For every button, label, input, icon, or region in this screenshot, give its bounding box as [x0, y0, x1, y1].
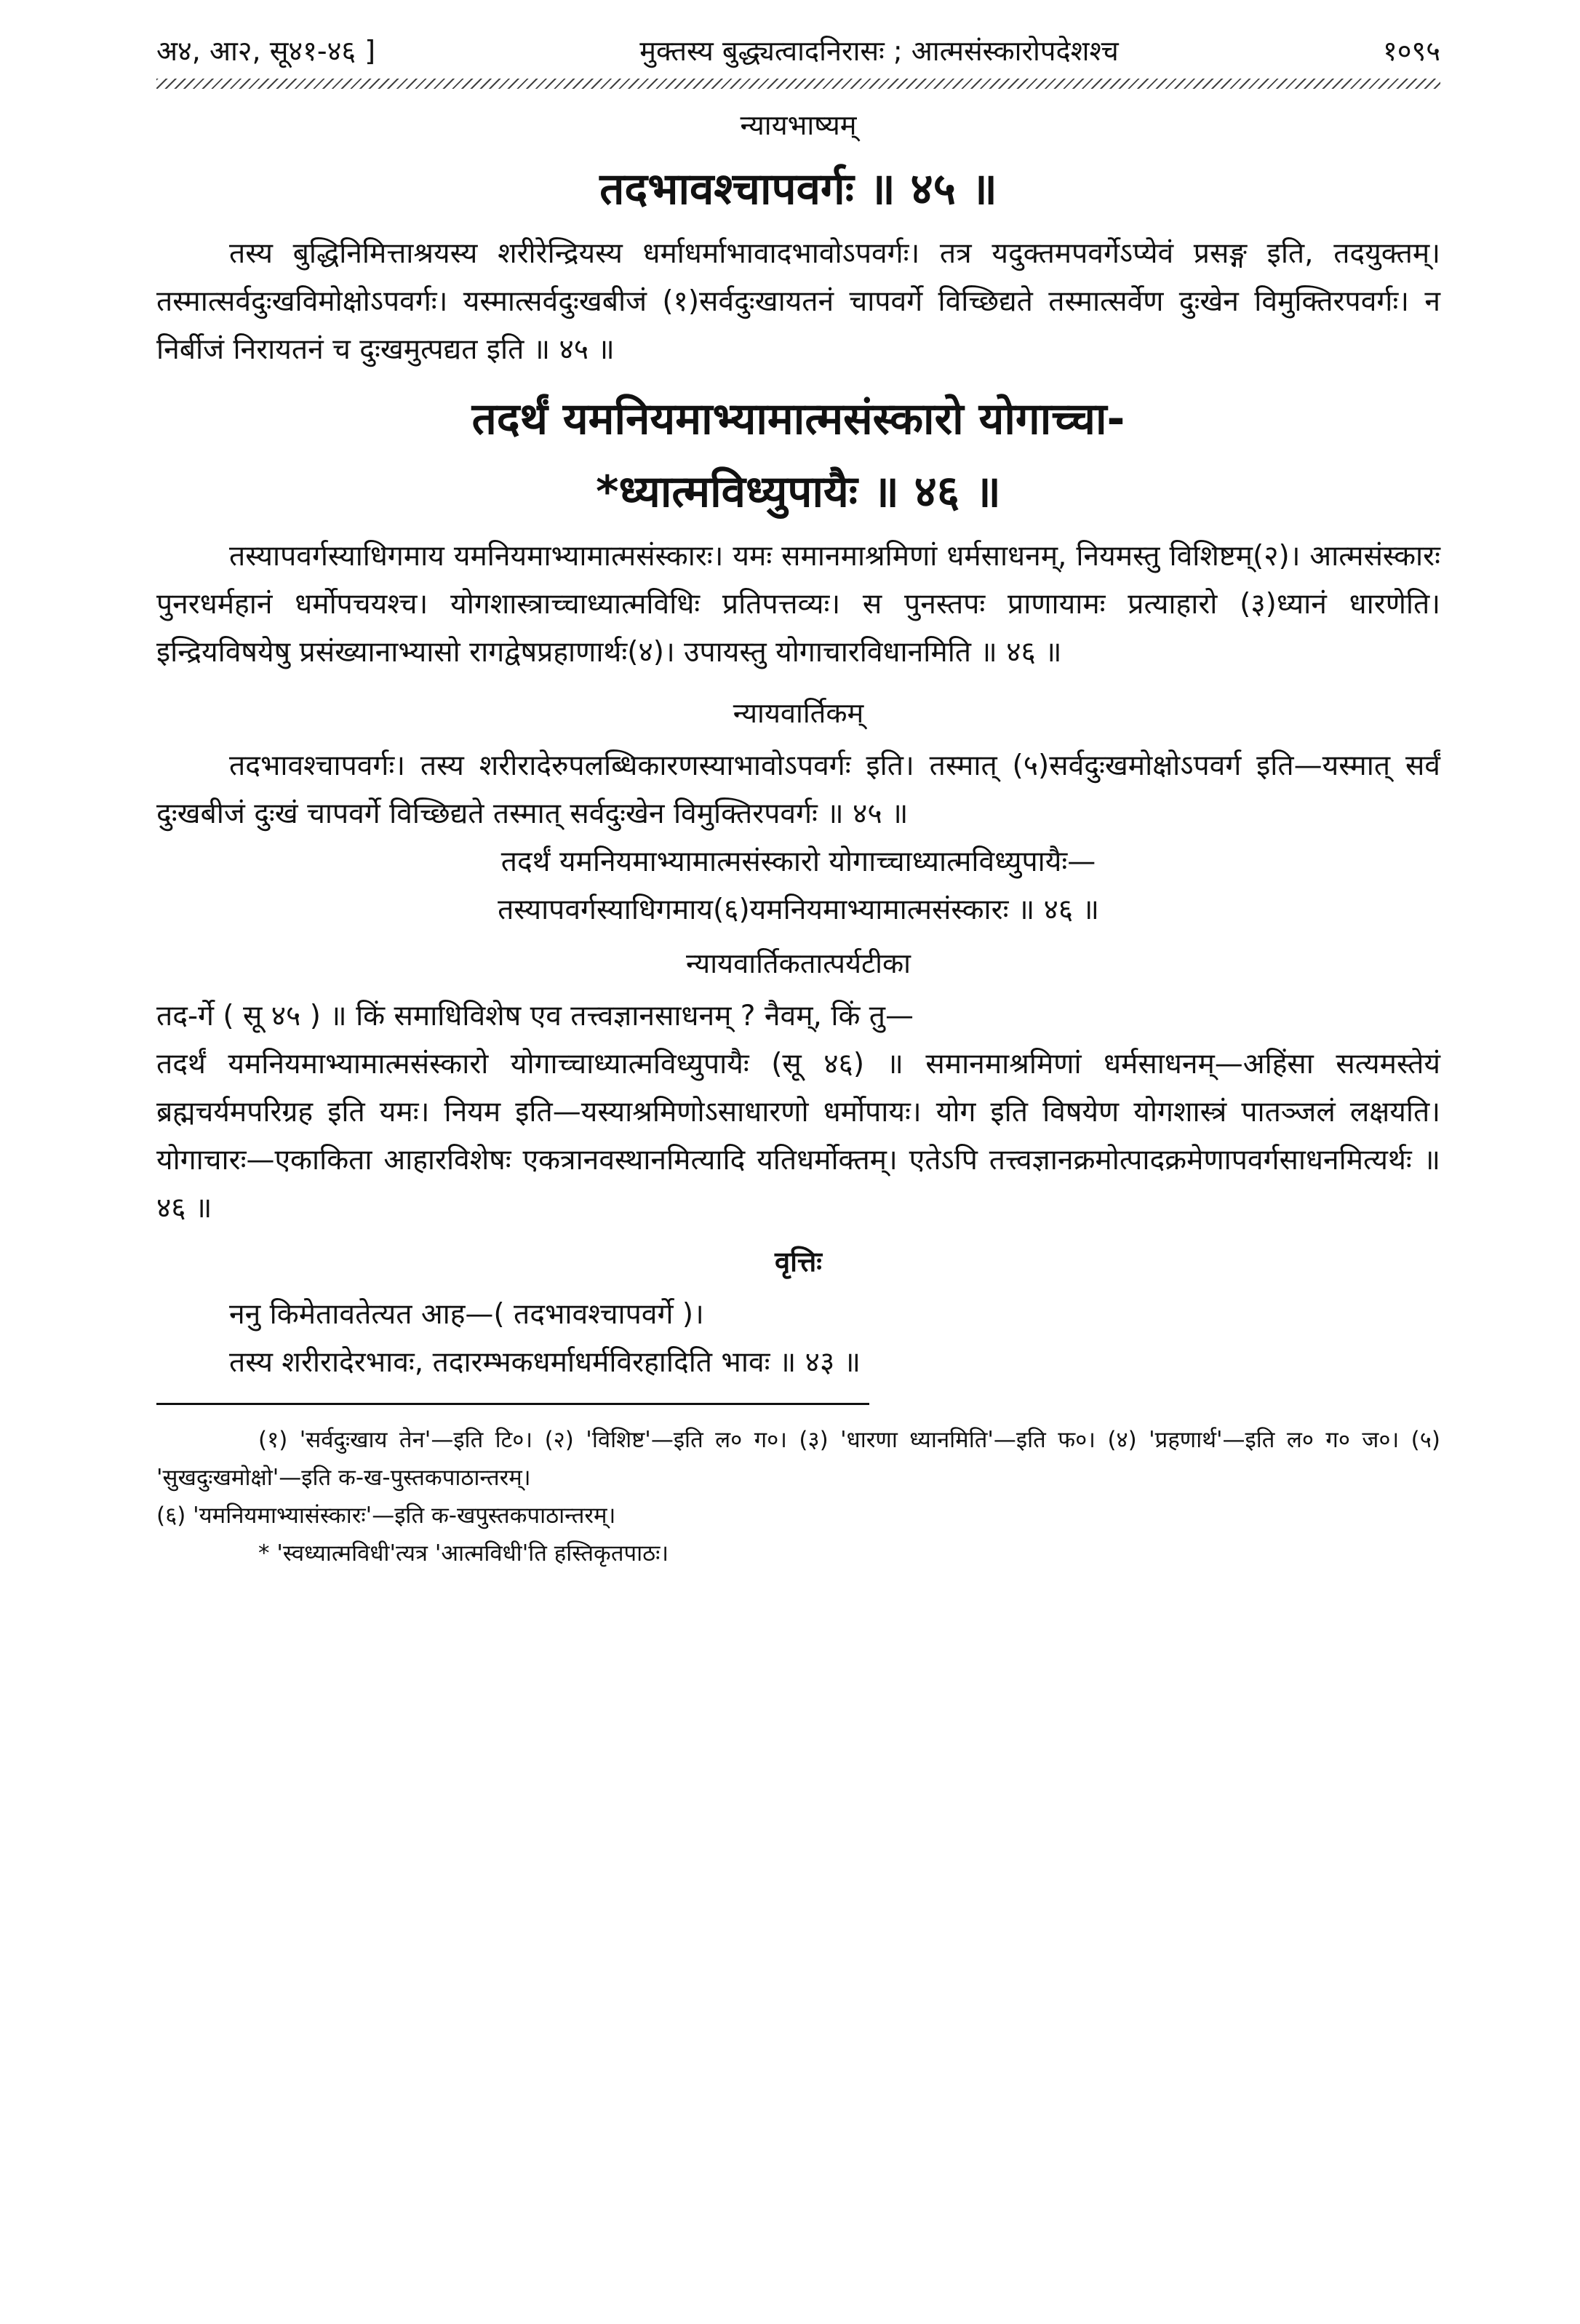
- sutra-46-line-2: *ध्यात्मविध्युपायैः ॥ ४६ ॥: [596, 466, 1001, 517]
- footnote-rule: [156, 1403, 869, 1405]
- tatparya-paragraph-2: तदर्थं यमनियमाभ्यामात्मसंस्कारो योगाच्चाध्यात्मविध्युपायैः (सू ४६) ॥ समानमाश्रमिणां धर्मसाधनम्—अहिंसा सत्यमस्तेयं ब्रह्मचर्यमपरिग्रह इति यमः। नियम इति—यस्याश्रमिणोऽसाधारणो धर्मोपायः। योग इति विषयेण योगशास्त्रं पातञ्जलं लक्षयति। योगाचारः—एकाकिता आहारविशेषः एकत्रानवस्थानमित्यादि यतिधर्मोक्तम्। एतेऽपि तत्त्वज्ञानक्रमोत्पादक्रमेणापवर्गसाधनमित्यर्थः ॥ ४६ ॥: [156, 1048, 1440, 1225]
- vartika-paragraph-45: तदभावश्चापवर्गः। तस्य शरीरादेरुपलब्धिकारणस्याभावोऽपवर्गः इति। तस्मात् (५)सर्वदुःखमोक्षोऽपवर्ग इति—यस्मात् सर्वं दुःखबीजं दुःखं चापवर्गे विच्छिद्यते तस्मात् सर्वदुःखेन विमुक्तिरपवर्गः ॥ ४५ ॥: [156, 749, 1440, 830]
- vritti-line-2: तस्य शरीरादेरभावः, तदारम्भकधर्माधर्मविरहादिति भावः ॥ ४३ ॥: [229, 1346, 861, 1379]
- bhashya-commentary-45: तस्य बुद्धिनिमित्ताश्रयस्य शरीरेन्द्रियस्य धर्माधर्माभावादभावोऽपवर्गः। तत्र यदुक्तमपवर्गेऽप्येवं प्रसङ्ग इति, तदयुक्तम्। तस्मात्सर्वदुःखविमोक्षोऽपवर्गः। यस्मात्सर्वदुःखबीजं (१)सर्वदुःखायतनं चापवर्गे विच्छिद्यते तस्मात्सर्वेण दुःखेन विमुक्तिरपवर्गः। न निर्बीजं निरायतनं च दुःखमुत्पद्यत इति ॥ ४५ ॥: [156, 237, 1440, 366]
- vritti-line-1: ननु किमेतावतेत्यत आह—( तदभावश्चापवर्गे )।: [229, 1298, 704, 1331]
- nyayavartika-heading: न्यायवार्तिकम्: [733, 697, 864, 729]
- header-title: मुक्तस्य बुद्ध्यत्वादनिरासः ; आत्मसंस्कारोपदेशश्च: [639, 35, 1119, 67]
- tatparya-heading: न्यायवार्तिकतात्पर्यटीका: [685, 947, 911, 979]
- header-section-reference: अ४, आ२, सू४१-४६ ]: [156, 35, 376, 67]
- footnote-line-1: (१) 'सर्वदुःखाय तेन'—इति टि०। (२) 'विशिष्ट'—इति ल० ग०। (३) 'धारणा ध्यानमिति'—इति फ०। (४) 'प्रहणार्थ'—इति ल० ग० ज०। (५) 'सुखदुःखमोक्षो'—इति क-ख-पुस्तकपाठान्तरम्।: [156, 1427, 1440, 1491]
- tatparya-paragraph-1: तद-र्गे ( सू ४५ ) ॥ किं समाधिविशेष एव तत्त्वज्ञानसाधनम् ? नैवम्, किं तु—: [156, 1000, 914, 1032]
- vartika-sutra-46: तदर्थं यमनियमाभ्यामात्मसंस्कारो योगाच्चाध्यात्मविध्युपायैः—: [500, 845, 1096, 878]
- footnote-line-2: (६) 'यमनियमाभ्यासंस्कारः'—इति क-खपुस्तकपाठान्तरम्।: [156, 1503, 616, 1529]
- nyayabhashya-heading: न्यायभाष्यम्: [740, 109, 857, 141]
- running-header: [156, 29, 1440, 73]
- sutra-46-line-1: तदर्थं यमनियमाभ्यामात्मसंस्कारो योगाच्चा-: [471, 394, 1125, 445]
- document-page: [156, 29, 1440, 1572]
- page-number: १०९५: [1382, 35, 1440, 67]
- vritti-heading: वृत्तिः: [775, 1246, 822, 1278]
- footnotes: [156, 1421, 1440, 1572]
- bhashya-commentary-46: तस्यापवर्गस्याधिगमाय यमनियमाभ्यामात्मसंस्कारः। यमः समानमाश्रमिणां धर्मसाधनम्, नियमस्तु विशिष्टम्(२)। आत्मसंस्कारः पुनरधर्महानं धर्मोपचयश्च। योगशास्त्राच्चाध्यात्मविधिः प्रतिपत्तव्यः। स पुनस्तपः प्राणायामः प्रत्याहारो (३)ध्यानं धारणेति। इन्द्रियविषयेषु प्रसंख्यानाभ्यासो रागद्वेषप्रहाणार्थः(४)। उपायस्तु योगाचारविधानमिति ॥ ४६ ॥: [156, 540, 1440, 669]
- sutra-45: तदभावश्चापवर्गः ॥ ४५ ॥: [599, 164, 997, 215]
- vartika-paragraph-46: तस्यापवर्गस्याधिगमाय(६)यमनियमाभ्यामात्मसंस्कारः ॥ ४६ ॥: [498, 894, 1099, 926]
- footnote-line-3: * 'स्वध्यात्मविधी'त्यत्र 'आत्मविधी'ति हस्तिकृतपाठः।: [258, 1540, 669, 1567]
- header-wavy-rule: [156, 79, 1440, 89]
